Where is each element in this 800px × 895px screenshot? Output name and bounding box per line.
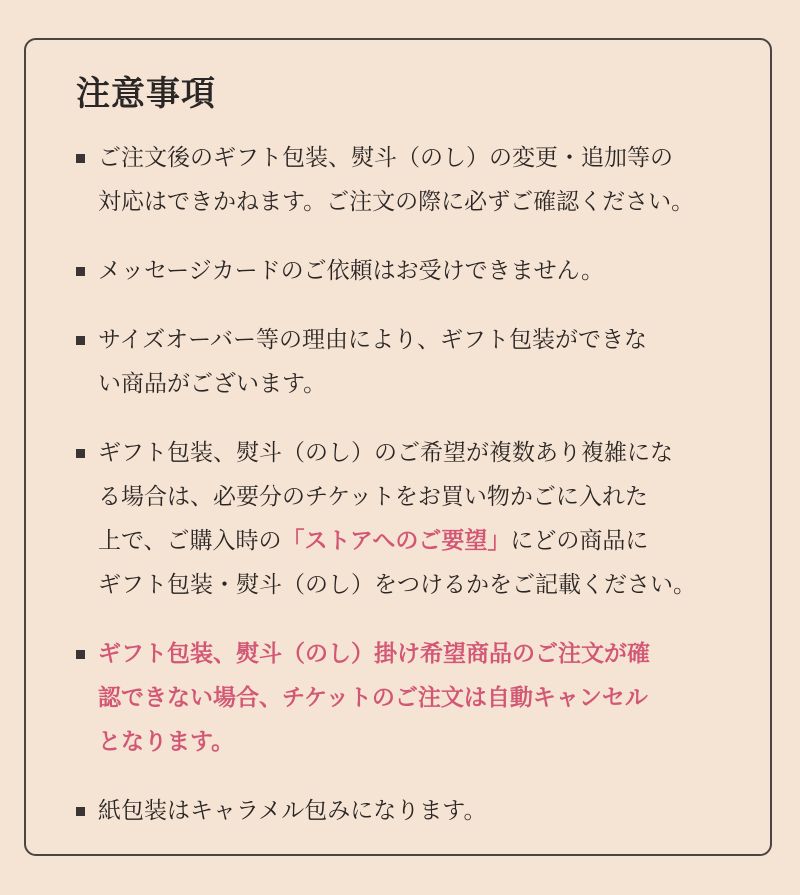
square-bullet-icon bbox=[76, 449, 85, 458]
notice-line: 紙包装はキャラメル包みになります。 bbox=[98, 798, 487, 824]
notice-line: る場合は、必要分のチケットをお買い物かごに入れた bbox=[98, 484, 648, 510]
notice-line: ギフト包装、熨斗（のし）掛け希望商品のご注文が確 bbox=[98, 641, 650, 667]
notice-box bbox=[24, 38, 772, 856]
notice-item-message-card bbox=[76, 249, 724, 293]
notice-line: い商品がございます。 bbox=[98, 371, 327, 397]
notice-title: 注意事項 bbox=[76, 74, 216, 114]
notice-line bbox=[98, 519, 724, 563]
notice-text: 上で、ご購入時の bbox=[98, 528, 282, 554]
square-bullet-icon bbox=[76, 336, 85, 345]
square-bullet-icon bbox=[76, 267, 85, 276]
square-bullet-icon bbox=[76, 154, 85, 163]
notice-line: ご注文後のギフト包装、熨斗（のし）の変更・追加等の bbox=[98, 145, 673, 171]
notice-text: にどの商品に bbox=[510, 528, 649, 554]
notice-line: ギフト包装、熨斗（のし）のご希望が複数あり複雑にな bbox=[98, 440, 673, 466]
notice-item-multiple-requests bbox=[76, 431, 724, 607]
notice-item-auto-cancel-warning bbox=[76, 632, 724, 764]
notice-item-size-over bbox=[76, 318, 724, 406]
square-bullet-icon bbox=[76, 807, 85, 816]
store-request-highlight: 「ストアへのご要望」 bbox=[281, 528, 511, 554]
notice-line: ギフト包装・熨斗（のし）をつけるかをご記載ください。 bbox=[98, 572, 696, 598]
notice-line: 対応はできかねます。ご注文の際に必ずご確認ください。 bbox=[98, 189, 695, 215]
notice-item-order-change bbox=[76, 136, 724, 224]
notice-line: 認できない場合、チケットのご注文は自動キャンセル bbox=[98, 685, 648, 711]
square-bullet-icon bbox=[76, 650, 85, 659]
notice-list bbox=[76, 136, 724, 833]
notice-line: となります。 bbox=[98, 729, 235, 755]
notice-item-paper-wrapping bbox=[76, 789, 724, 833]
notice-line: サイズオーバー等の理由により、ギフト包装ができな bbox=[98, 327, 648, 353]
notice-line: メッセージカードのご依頼はお受けできません。 bbox=[98, 258, 604, 284]
